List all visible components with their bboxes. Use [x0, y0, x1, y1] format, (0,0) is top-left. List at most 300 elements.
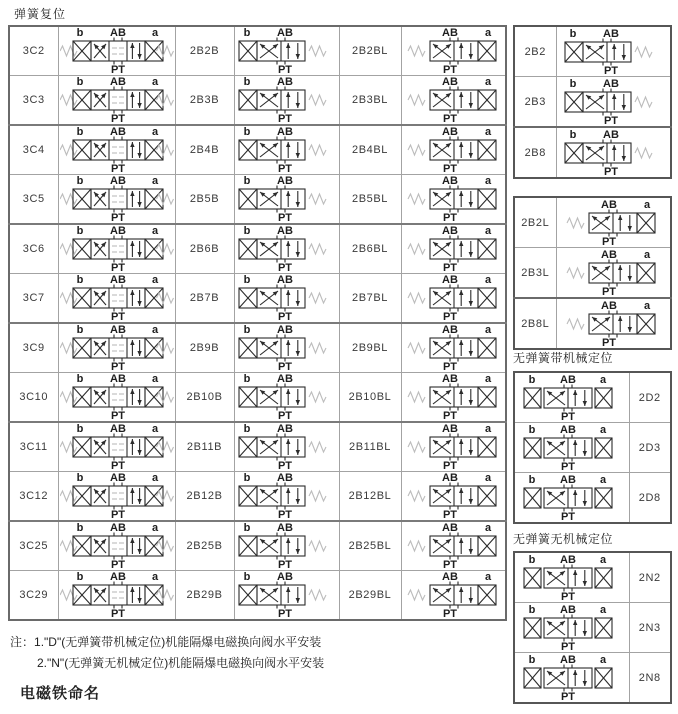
right-table-row	[514, 298, 671, 349]
valve-symbol-t2r	[235, 522, 339, 570]
valve-symbol-cell	[514, 653, 629, 704]
section-title-solenoid-naming: 电磁铁命名	[20, 685, 101, 702]
model-code: 2N3	[629, 603, 671, 653]
label-ab: AB	[109, 225, 126, 237]
label-a: a	[151, 522, 158, 534]
label-ab: AB	[109, 472, 126, 484]
valve-symbol-cell	[234, 26, 339, 76]
label-pt: PT	[560, 460, 575, 472]
label-pt: PT	[110, 509, 125, 520]
label-b: b	[76, 175, 83, 187]
model-code: 2B29BL	[339, 571, 401, 621]
valve-symbol-t3	[60, 571, 174, 619]
model-code: 3C10	[9, 373, 58, 423]
valve-symbol-t2r	[235, 571, 339, 619]
model-code: 3C29	[9, 571, 58, 621]
label-b: b	[243, 522, 250, 534]
label-a: a	[151, 472, 158, 484]
valve-symbol-t2l	[561, 300, 665, 348]
model-code: 3C11	[9, 422, 58, 472]
model-code: 2B8L	[514, 298, 556, 349]
valve-symbol-cell	[514, 603, 629, 653]
label-a: a	[644, 248, 651, 261]
label-ab: AB	[441, 27, 458, 39]
main-table-row	[9, 472, 506, 522]
valve-symbol-t2r	[235, 175, 339, 223]
right-table-row	[514, 372, 671, 423]
label-a: a	[484, 225, 491, 237]
model-code: 2B3BL	[339, 76, 401, 126]
right-table-row	[514, 473, 671, 524]
note-line-2	[37, 653, 324, 674]
valve-symbol-cell	[556, 197, 671, 248]
label-pt: PT	[442, 410, 457, 421]
valve-symbol-cell	[401, 224, 506, 274]
valve-symbol-t3	[60, 27, 174, 75]
label-b: b	[76, 522, 83, 534]
model-code: 2B4BL	[339, 125, 401, 175]
model-code: 2B10BL	[339, 373, 401, 423]
label-ab: AB	[109, 126, 126, 138]
label-pt: PT	[602, 235, 617, 247]
label-pt: PT	[442, 509, 457, 520]
model-code: 3C6	[9, 224, 58, 274]
label-pt: PT	[110, 262, 125, 273]
label-ab: AB	[603, 27, 620, 40]
label-ab: AB	[559, 553, 576, 566]
model-code: 2B2	[514, 26, 556, 77]
label-ab: AB	[276, 175, 293, 187]
section-title-no-mech: 无弹簧无机械定位	[513, 532, 614, 546]
right-table-spring-b	[513, 25, 672, 179]
label-ab: AB	[603, 128, 620, 141]
label-ab: AB	[559, 473, 576, 486]
valve-symbol-cell	[234, 175, 339, 225]
valve-symbol-t2r	[235, 423, 339, 471]
valve-symbol-cell	[58, 323, 175, 373]
label-a: a	[484, 472, 491, 484]
label-pt: PT	[110, 113, 125, 124]
label-b: b	[243, 373, 250, 385]
main-table-row	[9, 274, 506, 324]
valve-symbol-t2l	[402, 274, 506, 322]
valve-symbol-cell	[58, 76, 175, 126]
right-table-row	[514, 197, 671, 248]
valve-symbol-cell	[401, 323, 506, 373]
model-code: 2B12BL	[339, 472, 401, 522]
valve-symbol-t2r	[235, 373, 339, 421]
note-label: 注：	[10, 635, 35, 649]
model-code: 2B25B	[175, 521, 234, 571]
label-pt: PT	[110, 559, 125, 570]
right-table-row	[514, 127, 671, 178]
model-code: 2N8	[629, 653, 671, 704]
valve-symbol-cell	[234, 224, 339, 274]
valve-symbol-t3	[60, 522, 174, 570]
label-pt: PT	[442, 64, 457, 75]
model-code: 2B9BL	[339, 323, 401, 373]
label-pt: PT	[442, 262, 457, 273]
model-code: 2B25BL	[339, 521, 401, 571]
label-a: a	[151, 373, 158, 385]
right-table-row	[514, 26, 671, 77]
main-table-row	[9, 26, 506, 76]
valve-symbol-t2l	[402, 225, 506, 273]
label-ab: AB	[441, 324, 458, 336]
valve-symbol-cell	[58, 422, 175, 472]
right-table-row	[514, 423, 671, 473]
label-pt: PT	[110, 64, 125, 75]
label-b: b	[243, 571, 250, 583]
label-pt: PT	[277, 113, 292, 124]
label-ab: AB	[559, 653, 576, 666]
valve-symbol-cell	[401, 571, 506, 621]
label-ab: AB	[276, 27, 293, 39]
label-pt: PT	[602, 336, 617, 348]
model-code: 2B3L	[514, 248, 556, 299]
label-a: a	[599, 473, 606, 486]
model-code: 2B29B	[175, 571, 234, 621]
label-a: a	[151, 324, 158, 336]
model-code: 2B11BL	[339, 422, 401, 472]
label-b: b	[528, 473, 536, 486]
label-ab: AB	[109, 27, 126, 39]
label-ab: AB	[276, 274, 293, 286]
valve-symbol-cell	[234, 571, 339, 621]
model-code: 3C2	[9, 26, 58, 76]
label-b: b	[243, 472, 250, 484]
label-a: a	[151, 423, 158, 435]
label-b: b	[243, 324, 250, 336]
main-table-row	[9, 323, 506, 373]
model-code: 2B2BL	[339, 26, 401, 76]
valve-symbol-t2r	[561, 129, 665, 177]
valve-symbol-t3	[60, 423, 174, 471]
label-b: b	[76, 126, 83, 138]
label-b: b	[528, 553, 536, 566]
valve-symbol-t2b	[520, 554, 624, 602]
model-code: 2N2	[629, 552, 671, 603]
valve-symbol-cell	[58, 175, 175, 225]
label-ab: AB	[601, 299, 618, 312]
label-a: a	[484, 522, 491, 534]
right-table-detent	[513, 371, 672, 524]
label-a: a	[599, 553, 606, 566]
label-ab: AB	[109, 274, 126, 286]
model-code: 2B9B	[175, 323, 234, 373]
model-code: 2B8	[514, 127, 556, 178]
label-ab: AB	[441, 126, 458, 138]
right-table-no-detent	[513, 551, 672, 704]
label-pt: PT	[442, 311, 457, 322]
label-b: b	[76, 324, 83, 336]
label-ab: AB	[441, 76, 458, 88]
valve-symbol-cell	[514, 372, 629, 423]
label-a: a	[151, 274, 158, 286]
label-b: b	[569, 128, 577, 141]
label-ab: AB	[441, 522, 458, 534]
valve-symbol-t2r	[235, 274, 339, 322]
model-code: 3C25	[9, 521, 58, 571]
label-pt: PT	[277, 509, 292, 520]
label-pt: PT	[277, 262, 292, 273]
model-code: 2B5BL	[339, 175, 401, 225]
label-pt: PT	[560, 410, 575, 422]
label-a: a	[484, 324, 491, 336]
label-pt: PT	[442, 113, 457, 124]
model-code: 2B11B	[175, 422, 234, 472]
label-pt: PT	[277, 212, 292, 223]
valve-symbol-cell	[556, 77, 671, 128]
right-table-row	[514, 603, 671, 653]
valve-symbol-t3	[60, 225, 174, 273]
label-ab: AB	[601, 248, 618, 261]
label-b: b	[243, 76, 250, 88]
label-ab: AB	[109, 324, 126, 336]
valve-symbol-cell	[234, 323, 339, 373]
right-table-row	[514, 653, 671, 704]
label-pt: PT	[442, 608, 457, 619]
model-code: 2D8	[629, 473, 671, 524]
label-pt: PT	[442, 163, 457, 174]
label-a: a	[484, 423, 491, 435]
label-b: b	[569, 27, 577, 40]
valve-symbol-cell	[58, 125, 175, 175]
label-pt: PT	[110, 361, 125, 372]
valve-symbol-t2b	[520, 424, 624, 472]
note-text-1: 1."D"(无弹簧带机械定位)机能隔爆电磁换向阀水平安装	[34, 635, 322, 649]
label-ab: AB	[276, 472, 293, 484]
valve-symbol-t2b	[520, 374, 624, 422]
main-table-row	[9, 422, 506, 472]
valve-symbol-t3	[60, 76, 174, 124]
valve-symbol-t2l	[402, 472, 506, 520]
label-a: a	[599, 373, 606, 386]
valve-symbol-cell	[58, 26, 175, 76]
model-code: 2B3	[514, 77, 556, 128]
label-a: a	[151, 175, 158, 187]
label-ab: AB	[441, 571, 458, 583]
label-b: b	[76, 472, 83, 484]
label-b: b	[76, 571, 83, 583]
right-table-spring-l	[513, 196, 672, 350]
label-ab: AB	[109, 76, 126, 88]
label-b: b	[528, 603, 536, 616]
label-pt: PT	[442, 361, 457, 372]
valve-symbol-cell	[58, 571, 175, 621]
label-a: a	[644, 198, 651, 211]
valve-symbol-cell	[58, 521, 175, 571]
model-code: 2B3B	[175, 76, 234, 126]
model-code: 2B7B	[175, 274, 234, 324]
label-b: b	[76, 423, 83, 435]
label-pt: PT	[604, 64, 619, 76]
valve-symbol-t2r	[561, 28, 665, 76]
model-code: 2B10B	[175, 373, 234, 423]
valve-symbol-cell	[234, 422, 339, 472]
valve-symbol-cell	[234, 274, 339, 324]
label-pt: PT	[442, 212, 457, 223]
label-b: b	[243, 126, 250, 138]
label-ab: AB	[441, 175, 458, 187]
label-pt: PT	[602, 285, 617, 297]
valve-symbol-t2l	[402, 175, 506, 223]
label-pt: PT	[110, 608, 125, 619]
model-code: 3C4	[9, 125, 58, 175]
model-code: 3C5	[9, 175, 58, 225]
label-ab: AB	[109, 175, 126, 187]
valve-symbol-t3	[60, 175, 174, 223]
label-ab: AB	[441, 274, 458, 286]
label-a: a	[151, 27, 158, 39]
model-code: 2D2	[629, 372, 671, 423]
valve-symbol-cell	[234, 472, 339, 522]
valve-symbol-cell	[401, 76, 506, 126]
valve-symbol-t2l	[402, 423, 506, 471]
valve-symbol-t2l	[402, 324, 506, 372]
main-table-row	[9, 521, 506, 571]
label-ab: AB	[109, 373, 126, 385]
valve-symbol-cell	[401, 472, 506, 522]
label-ab: AB	[441, 373, 458, 385]
valve-symbol-t2r	[235, 27, 339, 75]
valve-symbol-cell	[514, 423, 629, 473]
label-ab: AB	[109, 571, 126, 583]
main-table-row	[9, 224, 506, 274]
valve-symbol-t3	[60, 472, 174, 520]
right-table-row	[514, 248, 671, 299]
label-ab: AB	[276, 324, 293, 336]
label-pt: PT	[277, 460, 292, 471]
model-code: 3C3	[9, 76, 58, 126]
section-title-mech-detent: 无弹簧带机械定位	[513, 351, 614, 365]
label-pt: PT	[560, 590, 575, 602]
label-b: b	[76, 27, 83, 39]
main-table-row	[9, 175, 506, 225]
label-pt: PT	[110, 460, 125, 471]
valve-symbol-cell	[234, 76, 339, 126]
model-code: 3C12	[9, 472, 58, 522]
label-b: b	[243, 274, 250, 286]
label-ab: AB	[276, 423, 293, 435]
main-symbol-table	[8, 25, 507, 621]
label-pt: PT	[560, 640, 575, 652]
label-a: a	[484, 126, 491, 138]
valve-symbol-t2l	[402, 571, 506, 619]
label-ab: AB	[109, 423, 126, 435]
valve-symbol-cell	[401, 373, 506, 423]
right-table-row	[514, 552, 671, 603]
label-pt: PT	[110, 311, 125, 322]
valve-symbol-cell	[58, 472, 175, 522]
valve-symbol-cell	[401, 26, 506, 76]
label-ab: AB	[601, 198, 618, 211]
model-code: 3C7	[9, 274, 58, 324]
valve-symbol-t3	[60, 324, 174, 372]
label-a: a	[484, 571, 491, 583]
valve-symbol-t2l	[402, 27, 506, 75]
valve-symbol-cell	[401, 521, 506, 571]
label-b: b	[528, 653, 536, 666]
label-pt: PT	[604, 114, 619, 126]
valve-symbol-cell	[58, 373, 175, 423]
valve-symbol-t2l	[561, 199, 665, 247]
valve-symbol-cell	[401, 175, 506, 225]
model-code: 2B6B	[175, 224, 234, 274]
label-a: a	[484, 76, 491, 88]
label-pt: PT	[110, 163, 125, 174]
label-ab: AB	[109, 522, 126, 534]
valve-symbol-t2l	[402, 126, 506, 174]
valve-symbol-t2l	[561, 249, 665, 297]
label-b: b	[243, 27, 250, 39]
label-ab: AB	[276, 126, 293, 138]
label-a: a	[599, 423, 606, 436]
valve-symbol-t2r	[561, 78, 665, 126]
label-b: b	[243, 175, 250, 187]
label-a: a	[151, 571, 158, 583]
label-ab: AB	[559, 603, 576, 616]
label-pt: PT	[277, 361, 292, 372]
label-ab: AB	[276, 522, 293, 534]
label-pt: PT	[277, 163, 292, 174]
section-title-spring-return: 弹簧复位	[14, 7, 67, 21]
main-table-row	[9, 125, 506, 175]
valve-symbol-cell	[556, 298, 671, 349]
label-ab: AB	[441, 423, 458, 435]
main-table-row	[9, 571, 506, 621]
valve-symbol-t2r	[235, 126, 339, 174]
label-a: a	[151, 76, 158, 88]
valve-symbol-t2l	[402, 76, 506, 124]
main-table-row	[9, 373, 506, 423]
valve-symbol-t2b	[520, 474, 624, 522]
note-line-1	[10, 632, 324, 653]
model-code: 2B2B	[175, 26, 234, 76]
label-ab: AB	[441, 225, 458, 237]
label-b: b	[528, 373, 536, 386]
label-pt: PT	[560, 510, 575, 522]
label-b: b	[528, 423, 536, 436]
label-pt: PT	[277, 410, 292, 421]
label-pt: PT	[277, 64, 292, 75]
label-a: a	[599, 603, 606, 616]
label-b: b	[243, 423, 250, 435]
label-ab: AB	[276, 373, 293, 385]
valve-symbol-t2l	[402, 522, 506, 570]
label-ab: AB	[559, 423, 576, 436]
model-code: 2B5B	[175, 175, 234, 225]
label-a: a	[484, 373, 491, 385]
model-code: 2D3	[629, 423, 671, 473]
label-ab: AB	[276, 225, 293, 237]
valve-symbol-t3	[60, 126, 174, 174]
valve-symbol-cell	[401, 274, 506, 324]
label-ab: AB	[603, 77, 620, 90]
label-a: a	[151, 126, 158, 138]
valve-symbol-cell	[401, 125, 506, 175]
valve-symbol-t3	[60, 373, 174, 421]
label-pt: PT	[110, 410, 125, 421]
model-code: 2B2L	[514, 197, 556, 248]
label-a: a	[599, 653, 606, 666]
valve-symbol-cell	[58, 274, 175, 324]
label-b: b	[76, 274, 83, 286]
label-ab: AB	[276, 571, 293, 583]
valve-symbol-cell	[401, 422, 506, 472]
label-pt: PT	[560, 690, 575, 702]
label-pt: PT	[442, 559, 457, 570]
